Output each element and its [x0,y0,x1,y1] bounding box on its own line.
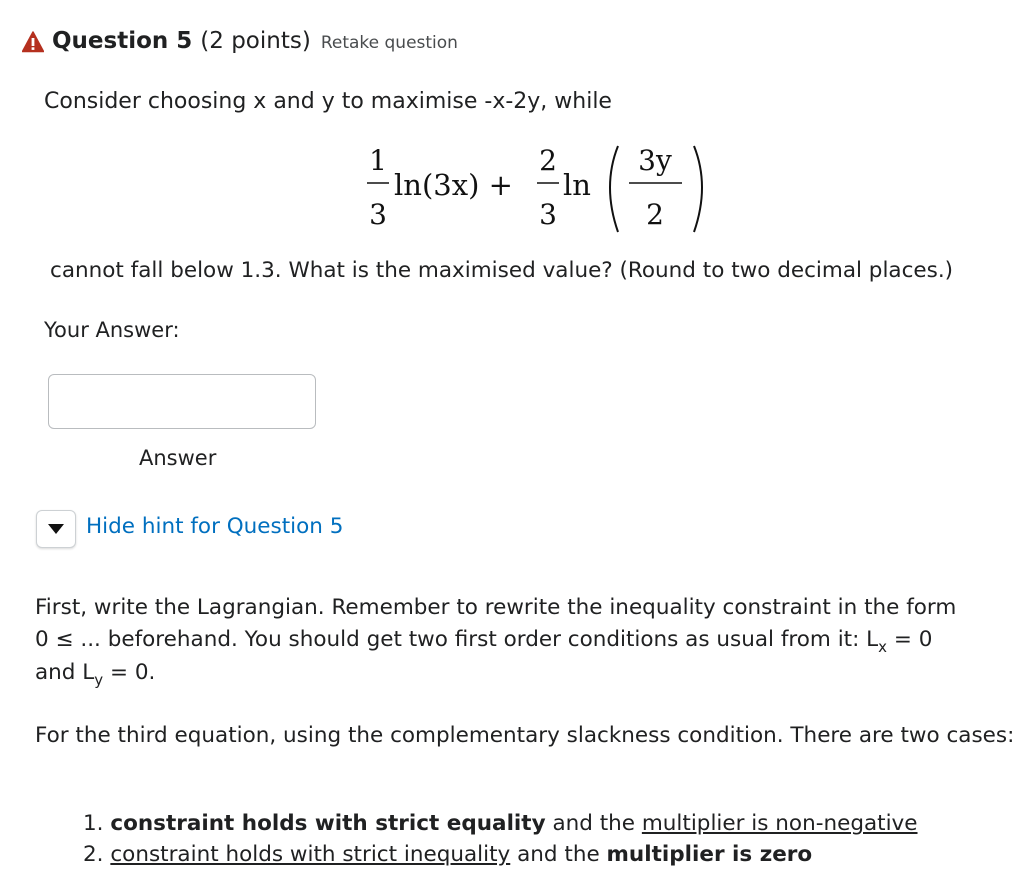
answer-input[interactable] [48,374,316,429]
case-1-bold: constraint holds with strict equality [110,811,546,836]
hint-body [35,592,1015,752]
formula-frac2-num: 2 [539,144,557,177]
hint-sub-x: x [878,638,888,656]
hint-toggle-button[interactable] [36,510,76,548]
formula-term2: ln [563,168,591,202]
case-2-underline: constraint holds with strict inequality [110,842,511,867]
hint-p1-line2a: 0 ≤ ... beforehand. You should get two first order conditions as usual from it: L [35,627,879,652]
hint-p1-line3a: and L [35,660,95,685]
case-2-bold: multiplier is zero [606,842,813,867]
cases-list [83,808,918,870]
case-item-1 [83,808,918,839]
case-2-mid: and the [510,842,607,867]
formula-right-paren [694,146,702,232]
question-prompt: Consider choosing x and y to maximise -x-2y, while [44,89,612,114]
formula-left-paren [610,146,618,232]
case-1-number: 1. [83,811,111,836]
hint-paragraph-1 [35,592,1015,690]
answer-label: Answer [139,446,217,470]
formula-frac2-den: 3 [539,198,557,231]
retake-question-label: Retake question [320,33,458,53]
warning-icon [22,31,44,53]
hint-p1-line2b: = 0 [887,627,933,652]
hint-p1-line1: First, write the Lagrangian. Remember to rewrite the inequality constraint in the form [35,595,957,620]
case-1-underline: multiplier is non-negative [641,811,918,836]
caret-down-icon [47,523,65,535]
formula-inner-num: 3y [638,144,672,177]
constraint-formula [364,140,724,236]
your-answer-label: Your Answer: [44,318,180,342]
hint-sub-y: y [94,671,104,689]
hide-hint-link[interactable]: Hide hint for Question 5 [86,514,344,539]
formula-term1: ln(3x) + [394,168,513,202]
hint-p1-line3b: = 0. [103,660,156,685]
question-points: (2 points) [200,28,311,54]
case-1-mid: and the [545,811,642,836]
question-header [22,28,458,54]
formula-frac1-num: 1 [369,144,387,177]
hint-paragraph-2: For the third equation, using the complementary slackness condition. There are two cases: [35,723,1015,748]
case-2-number: 2. [83,842,111,867]
question-title: Question 5 [52,28,193,54]
formula-frac1-den: 3 [369,198,387,231]
formula-inner-den: 2 [646,198,664,231]
constraint-text: cannot fall below 1.3. What is the maximised value? (Round to two decimal places.) [50,258,954,283]
case-item-2 [83,839,918,870]
